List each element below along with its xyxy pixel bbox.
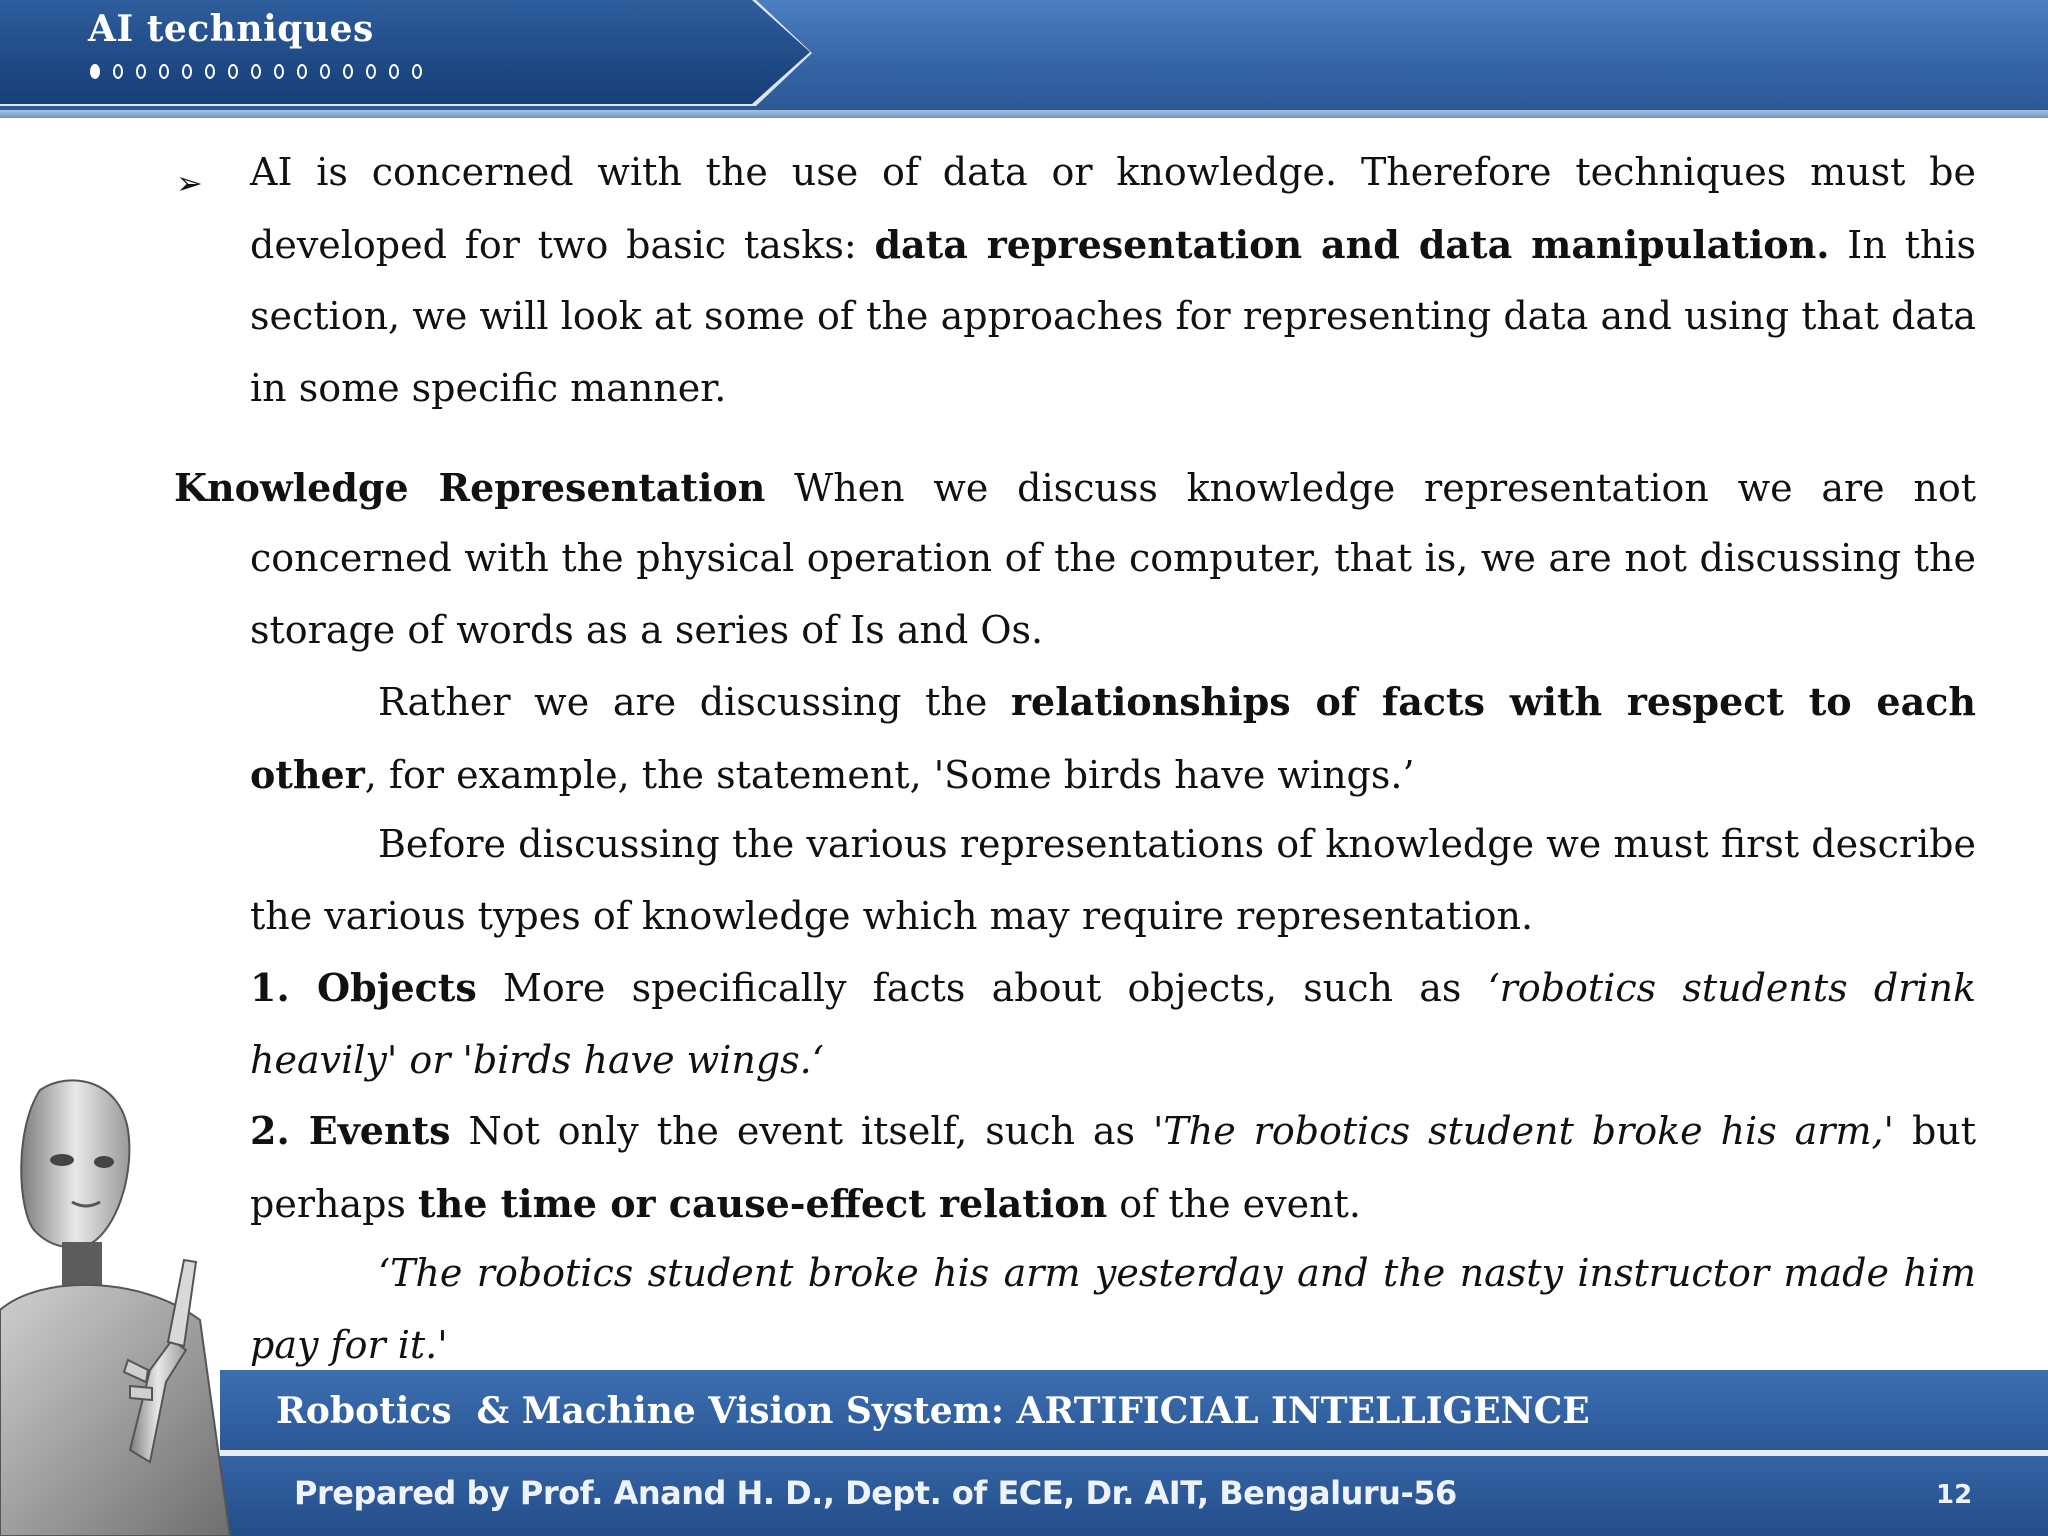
objects-label: 1. Objects (250, 965, 477, 1010)
relationships-paragraph (250, 666, 1976, 811)
slide-title: AI techniques (88, 8, 374, 50)
arrowhead-bullet-icon: ➢ (176, 164, 203, 202)
footer-credit: Prepared by Prof. Anand H. D., Dept. of ECE, Dr. AIT, Bengaluru-56 (294, 1474, 1457, 1512)
knowledge-representation-heading-line (174, 452, 1976, 525)
knowledge-representation-heading: Knowledge Representation (174, 465, 766, 510)
relationships-text: Rather we are discussing the (378, 680, 1012, 724)
types-intro-text: Before discussing the various representations of knowledge we must first describe the various types of knowledge which may require representation. (250, 822, 1976, 938)
relationships-bold-text: relationships of facts with respect to each other (250, 679, 1976, 797)
knowledge-representation-first-line: When we discuss knowledge representation we are not (765, 466, 1977, 510)
events-paragraph (250, 1095, 1976, 1240)
example-paragraph (250, 1238, 1976, 1381)
events-bold-text: the time or cause-effect relation (418, 1180, 1108, 1226)
intro-bullet-paragraph (250, 137, 1976, 424)
knowledge-representation-text: concerned with the physical operation of the computer, that is, we are not discussing the storage of words as a series of Is and Os. (250, 536, 1976, 652)
robot-illustration (0, 1070, 240, 1536)
footer-title: Robotics & Machine Vision System: ARTIFICIAL INTELLIGENCE (276, 1390, 1590, 1432)
intro-bold-text: data representation and data manipulation. (874, 221, 1830, 267)
objects-paragraph (250, 952, 1976, 1096)
events-example: 'The robotics student broke his arm,' (1152, 1109, 1895, 1153)
objects-text: More specifically facts about objects, such as (476, 966, 1488, 1010)
page-number: 12 (1936, 1480, 1973, 1510)
events-label: 2. Events (250, 1108, 451, 1153)
example-text: ‘The robotics student broke his arm yesterday and the nasty instructor made him pay for it.' (250, 1251, 1976, 1367)
intro-text: AI is concerned with the use of data or knowledge. Therefore techniques must be developed for two basic tasks: (250, 150, 1976, 267)
events-text-2: but perhaps (250, 1109, 1977, 1226)
types-intro-paragraph (250, 809, 1976, 952)
knowledge-representation-paragraph (250, 523, 1976, 666)
intro-text-end: In this section, we will look at some of the approaches for representing data and using that data in some specific manner. (250, 222, 1977, 410)
objects-example: ‘robotics students drink heavily' or 'birds have wings.‘ (250, 966, 1977, 1082)
events-text: Not only the event itself, such as (450, 1109, 1153, 1153)
events-text-end: of the event. (1107, 1181, 1361, 1226)
relationships-text-end: , for example, the statement, 'Some birds have wings.’ (364, 752, 1415, 797)
